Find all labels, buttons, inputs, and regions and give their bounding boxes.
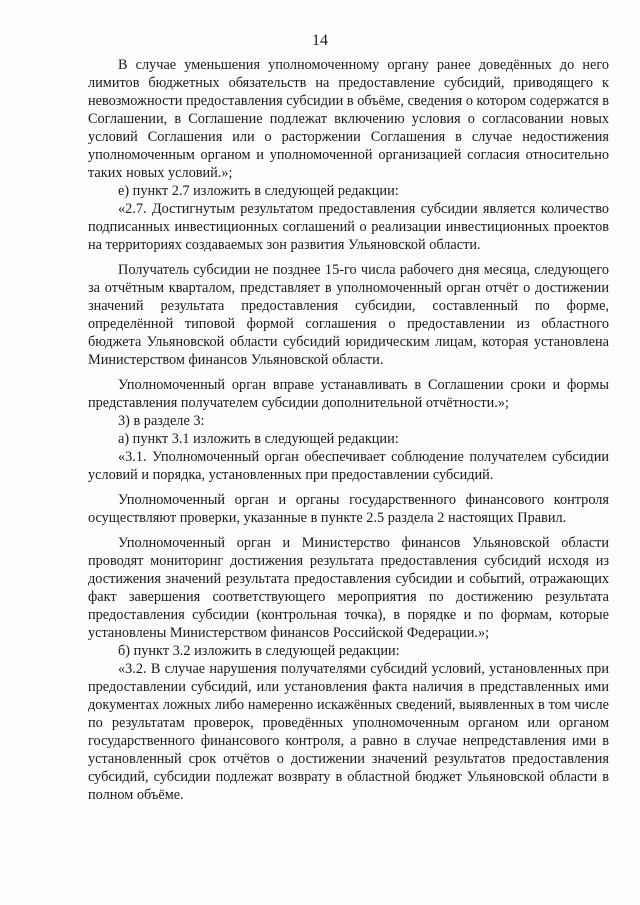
paragraph-item-e: е) пункт 2.7 изложить в следующей редакции: [118, 183, 399, 199]
paragraph-monitoring: Уполномоченный орган и Министерство финансов Ульяновской области проводят мониторинг достижения результата предоставления субсидий исходя из достижения значений результата предоставления субсидии и событий, отражающих факт завершения соответствующего мероприятия по достижению результата предоставления субсидии (контрольная точка), в порядке и по формам, которые установлены Министерством финансов Российской Федерации.»; [88, 535, 609, 641]
paragraph-item-a: а) пункт 3.1 изложить в следующей редакции: [118, 431, 399, 447]
paragraph-recipient-report: Получатель субсидии не позднее 15-го числа рабочего дня месяца, следующего за отчётным кварталом, представляет в уполномоченный орган отчёт о достижении значений результата предоставления субсидии, составленный по форме, определённой типовой формой соглашения о предоставлении из областного бюджета Ульяновской области субсидий юридическим лицам, которая установлена Министерством финансов Ульяновской области. [88, 262, 609, 368]
paragraph-item-b: б) пункт 3.2 изложить в следующей редакции: [118, 643, 400, 659]
paragraph-subsidy-reduction: В случае уменьшения уполномоченному органу ранее доведённых до него лимитов бюджетных обязательств на предоставление субсидий, приводящего к невозможности предоставления субсидии в объёме, сведения о котором содержатся в Соглашении, в Соглашение подлежат включению условия о согласовании новых условий Соглашения или о расторжении Соглашения в случае недостижения уполномоченным органом и уполномоченной организацией согласия относительно таких новых условий.»; [88, 57, 609, 181]
paragraph-clause-2-7: «2.7. Достигнутым результатом предоставления субсидии является количество подписанных инвестиционных соглашений о реализации инвестиционных проектов на территориях создаваемых зон развития Ульяновской области. [88, 201, 609, 253]
paragraph-inspections: Уполномоченный орган и органы государственного финансового контроля осуществляют проверки, указанные в пункте 2.5 раздела 2 настоящих Правил. [88, 492, 609, 526]
paragraph-clause-3-2: «3.2. В случае нарушения получателями субсидий условий, установленных при предоставлении субсидий, или установления факта наличия в представленных ими документах ложных либо намеренно искажённых сведений, выявленных в том числе по результатам проверок, проведённых уполномоченным органом или органом государственного финансового контроля, а равно в случае непредставления ими в установленный срок отчётов о достижении значений результатов предоставления субсидий, субсидии подлежат возврату в областной бюджет Ульяновской области в полном объёме. [88, 661, 609, 803]
paragraph-additional-reporting: Уполномоченный орган вправе устанавливать в Соглашении сроки и формы представления получателем субсидии дополнительной отчётности.»; [88, 377, 609, 411]
paragraph-clause-3-1: «3.1. Уполномоченный орган обеспечивает соблюдение получателем субсидии условий и порядка, установленных при предоставлении субсидий. [88, 449, 609, 483]
paragraph-section-3: 3) в разделе 3: [118, 413, 205, 429]
document-body [88, 56, 609, 804]
page-number: 14 [312, 32, 328, 49]
